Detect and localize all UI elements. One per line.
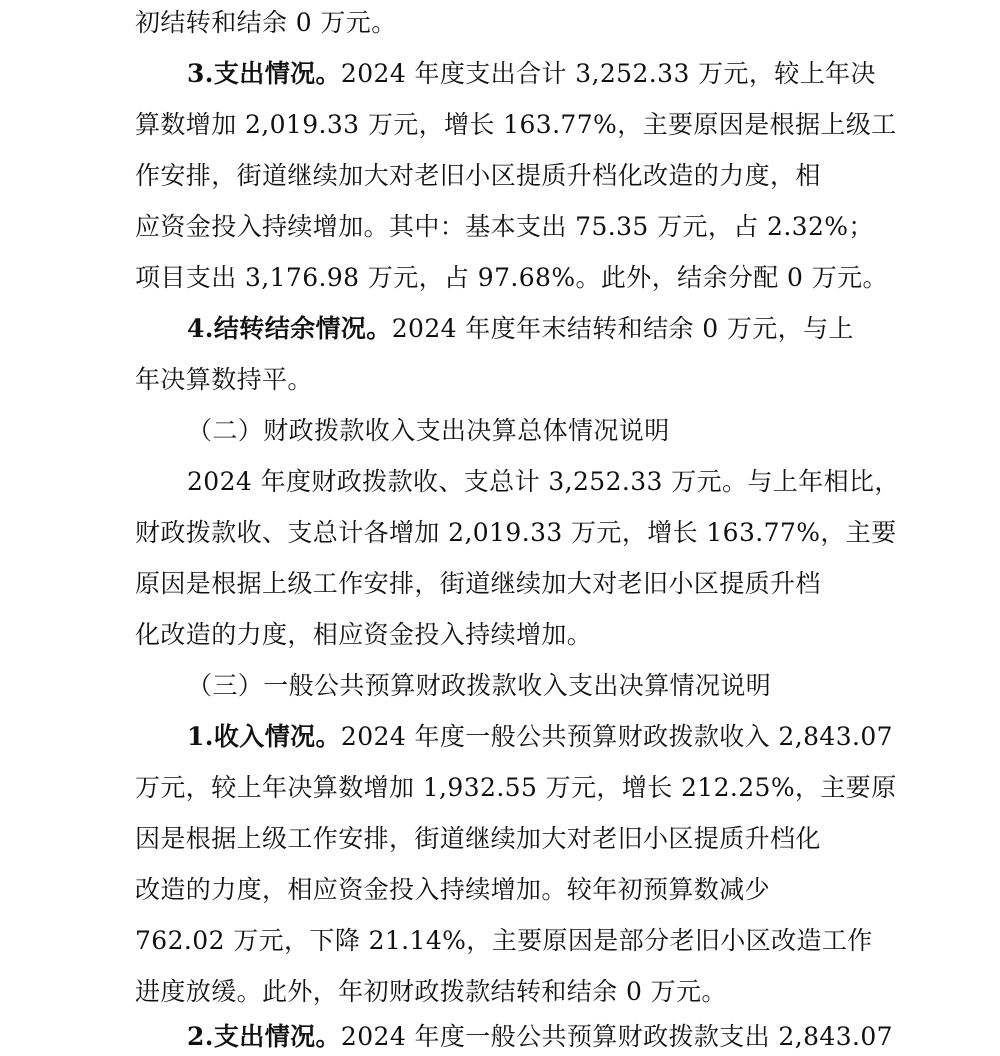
text-line-17: 因是根据上级工作安排，街道继续加大对老旧小区提质升档化	[135, 824, 821, 853]
text-line-18: 改造的力度，相应资金投入持续增加。较年初预算数减少	[135, 875, 771, 904]
section-heading-2: （二）财政拨款收入支出决算总体情况说明	[187, 416, 670, 445]
text-line-3: 算数增加 2,019.33 万元，增长 163.77%，主要原因是根据上级工	[135, 110, 897, 139]
text-line-12: 原因是根据上级工作安排，街道继续加大对老旧小区提质升档	[135, 569, 821, 598]
text-line-19: 762.02 万元，下降 21.14%，主要原因是部分老旧小区改造工作	[135, 926, 873, 955]
section-heading-2-expenditure: 2.支出情况。	[187, 1022, 341, 1051]
text-line-6: 项目支出 3,176.98 万元，占 97.68%。此外，结余分配 0 万元。	[135, 263, 888, 292]
text-line-5: 应资金投入持续增加。其中：基本支出 75.35 万元，占 2.32%；	[135, 212, 874, 241]
text-line-7: 4.结转结余情况。2024 年度年末结转和结余 0 万元，与上	[187, 314, 854, 343]
text-line-21: 2.支出情况。2024 年度一般公共预算财政拨款支出 2,843.07	[187, 1022, 893, 1051]
section-heading-3-expenditure: 3.支出情况。	[187, 59, 341, 88]
section-heading-3: （三）一般公共预算财政拨款收入支出决算情况说明	[187, 671, 772, 700]
text-line-13: 化改造的力度，相应资金投入持续增加。	[135, 620, 593, 649]
section-heading-4-carryover: 4.结转结余情况。	[187, 314, 392, 343]
text-line-20: 进度放缓。此外，年初财政拨款结转和结余 0 万元。	[135, 977, 727, 1006]
text-line-11: 财政拨款收、支总计各增加 2,019.33 万元，增长 163.77%，主要	[135, 518, 897, 547]
text-line-4: 作安排，街道继续加大对老旧小区提质升档化改造的力度，相	[135, 161, 821, 190]
text-line-16: 万元，较上年决算数增加 1,932.55 万元，增长 212.25%，主要原	[135, 773, 897, 802]
section-heading-1-income: 1.收入情况。	[187, 722, 341, 751]
text-line-1: 初结转和结余 0 万元。	[135, 8, 397, 37]
text-line-8: 年决算数持平。	[135, 365, 313, 394]
text-line-15: 1.收入情况。2024 年度一般公共预算财政拨款收入 2,843.07	[187, 722, 893, 751]
text-line-10: 2024 年度财政拨款收、支总计 3,252.33 万元。与上年相比，	[187, 467, 900, 496]
text-line-2: 3.支出情况。2024 年度支出合计 3,252.33 万元，较上年决	[187, 59, 876, 88]
